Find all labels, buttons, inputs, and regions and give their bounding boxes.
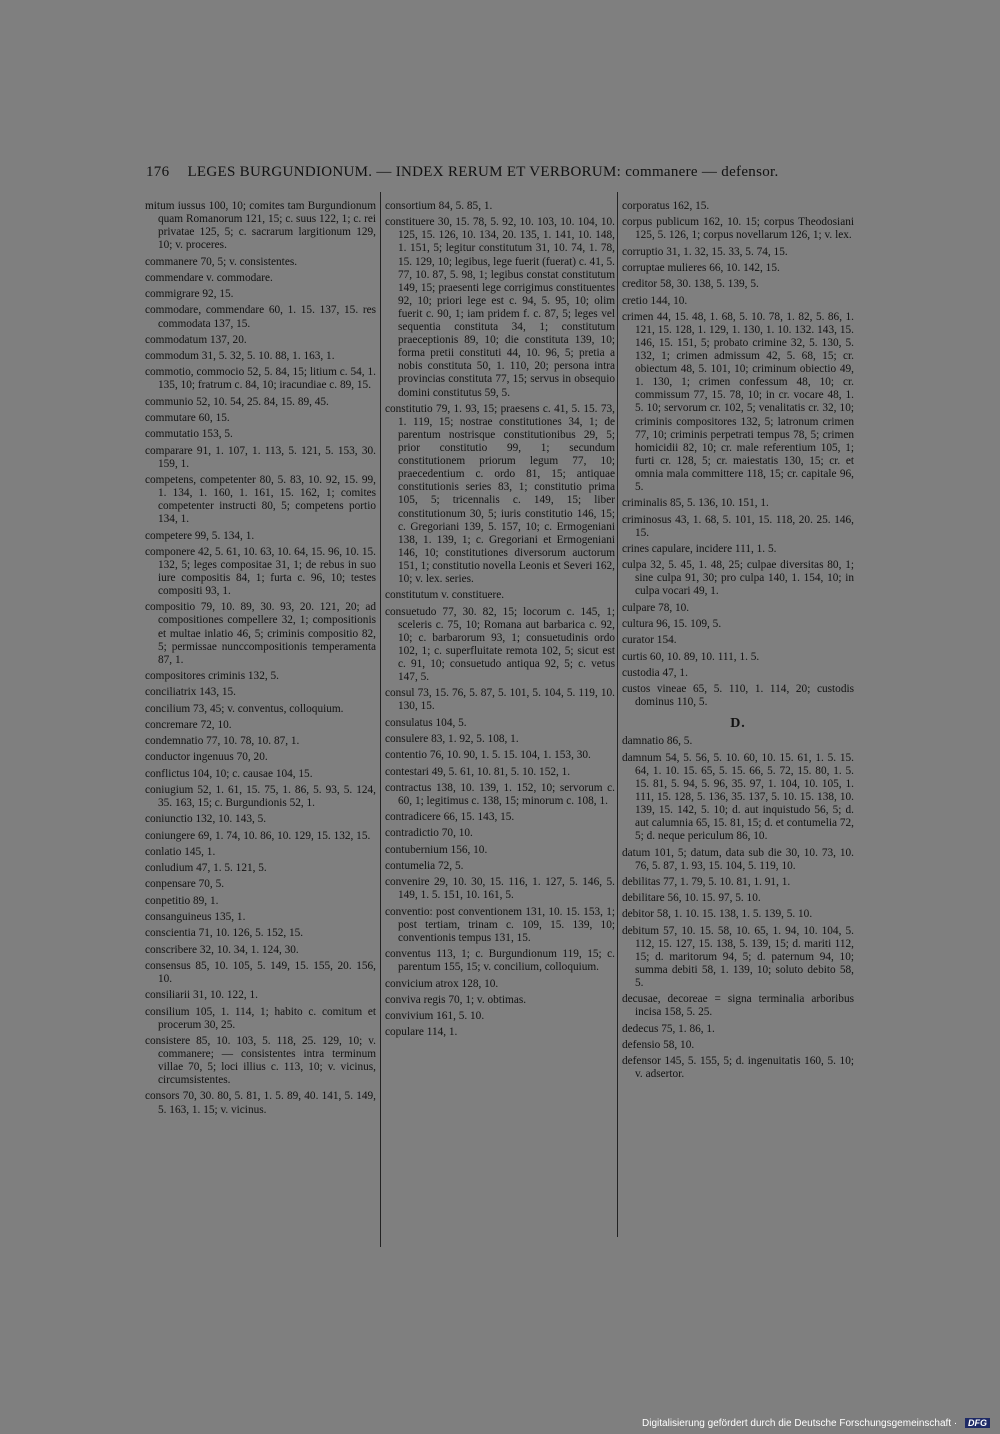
index-entry: conventio: post conventionem 131, 10. 15. 153, 1; post tertiam, trinam c. 109, 15. 139, 10; conventionis tempus 131, 15. [385, 905, 615, 944]
index-entry: contractus 138, 10. 139, 1. 152, 10; servorum c. 60, 1; legitimus c. 138, 15; minorum c. 108, 1. [385, 781, 615, 807]
index-entry: coniunctio 132, 10. 143, 5. [145, 813, 267, 826]
index-entry: decusae, decoreae = signa terminalia arboribus incisa 158, 5. 25. [622, 993, 854, 1019]
index-entry: convicium atrox 128, 10. [385, 977, 499, 990]
index-entry: debilitare 56, 10. 15. 97, 5. 10. [622, 892, 761, 905]
index-entry: culpa 32, 5. 45, 1. 48, 25; culpae diversitas 80, 1; sine culpa 91, 30; pro culpa 140, 1. 154, 10; in culpa vocari 49, 1. [622, 559, 854, 598]
index-entry: crines capulare, incidere 111, 1. 5. [622, 542, 777, 555]
index-entry: dedecus 75, 1. 86, 1. [622, 1022, 715, 1035]
index-entry: culpare 78, 10. [622, 601, 690, 614]
index-entry: commotio, commocio 52, 5. 84, 15; litium c. 54, 1. 135, 10; fratrum c. 84, 10; iracundiae c. 89, 15. [145, 366, 376, 392]
index-entry: commutatio 153, 5. [145, 428, 233, 441]
index-entry: convenire 29, 10. 30, 15. 116, 1. 127, 5. 146, 5. 149, 1. 5. 151, 10. 161, 5. [385, 876, 615, 902]
index-entry: crimen 44, 15. 48, 1. 68, 5. 10. 78, 1. 82, 5. 86, 1. 121, 15. 128, 1. 129, 1. 130, 1. 10. 132. 143, 15. 146, 15. 151, 5; probato crimine 32, 5. 130, 5. 132, 1; crimen admissum 42, 5. 68, 15; cr. obiectum 48, 5. 101, 10; criminum obiectio 49, 1. 130, 1; crimen confessum 48, 10; cr. commissum 77, 15. 78, 10; in cr. vocare 48, 1. 5. 10; servorum cr. 102, 5; venalitatis cr. 32, 10; criminis compositores 132, 5; latronum crimen 77, 10; criminis perpetrati tempus 78, 5; crimen homicidii 82, 10; cr. male referentium 105, 1; furti cr. 128, 5; cr. maiestatis 130, 15; cr. et omnia mala committere 118, 15; cr. capitale 96, 5. [622, 310, 854, 493]
running-range: commanere — defensor. [625, 164, 779, 180]
index-entry: cretio 144, 10. [622, 294, 688, 307]
index-entry: comparare 91, 1. 107, 1. 113, 5. 121, 5. 153, 30. 159, 1. [145, 444, 376, 470]
index-entry: conpetitio 89, 1. [145, 894, 219, 907]
index-column-3 [622, 200, 854, 1085]
index-column-1 [145, 200, 376, 1120]
index-entry: competens, competenter 80, 5. 83, 10. 92, 15. 99, 1. 134, 1. 160, 1. 161, 15. 162, 1; comites competenter instructi 80, 5; competens portio 134, 1. [145, 473, 376, 526]
index-entry: consul 73, 15. 76, 5. 87, 5. 101, 5. 104, 5. 119, 10. 130, 15. [385, 687, 615, 713]
index-entry: copulare 114, 1. [385, 1026, 458, 1039]
index-entry: commendare v. commodare. [145, 271, 273, 284]
index-entry: compositores criminis 132, 5. [145, 670, 279, 682]
footer-text: Digitalisierung gefördert durch die Deutsche Forschungsgemeinschaft · [642, 1418, 958, 1429]
index-entry: consilium 105, 1. 114, 1; habito c. comitum et procerum 30, 25. [145, 1005, 376, 1031]
index-entry: communio 52, 10. 54, 25. 84, 15. 89, 45. [145, 395, 329, 408]
index-entry: consensus 85, 10. 105, 5. 149, 15. 155, 20. 156, 10. [145, 959, 376, 985]
index-entry: consors 70, 30. 80, 5. 81, 1. 5. 89, 40. 141, 5. 149, 5. 163, 1. 15; v. vicinus. [145, 1090, 376, 1116]
index-entry: criminalis 85, 5. 136, 10. 151, 1. [622, 497, 769, 510]
index-entry: cultura 96, 15. 109, 5. [622, 617, 722, 630]
index-entry: commodare, commendare 60, 1. 15. 137, 15. res commodata 137, 15. [145, 304, 376, 330]
index-entry: commanere 70, 5; v. consistentes. [145, 255, 298, 268]
dfg-logo: DFG [965, 1418, 990, 1428]
index-entry: criminosus 43, 1. 68, 5. 101, 15. 118, 20. 25. 146, 15. [622, 513, 854, 539]
index-entry: convivium 161, 5. 10. [385, 1010, 485, 1023]
index-entry: commutare 60, 15. [145, 412, 230, 424]
index-entry: curator 154. [622, 634, 677, 647]
index-entry: creditor 58, 30. 138, 5. 139, 5. [622, 278, 759, 291]
index-entry: consistere 85, 10. 103, 5. 118, 25. 129, 10; v. commanere; — consistentes intra terminum villae 70, 5; loci illius c. 113, 10; v. vicinus, circumsistentes. [145, 1034, 376, 1087]
index-entry: componere 42, 5. 61, 10. 63, 10. 64, 15. 96, 10. 15. 132, 5; leges compositae 31, 1; de rebus in suo iure compositis 84, 1; furta c. 96, 10; testes compositi 93, 1. [145, 545, 376, 598]
index-entry: conciliatrix 143, 15. [145, 686, 236, 699]
index-entry: corruptio 31, 1. 32, 15. 33, 5. 74, 15. [622, 245, 788, 258]
index-entry: contestari 49, 5. 61, 10. 81, 5. 10. 152, 1. [385, 765, 571, 778]
index-entry: corporatus 162, 15. [622, 200, 710, 212]
index-entry: conscientia 71, 10. 126, 5. 152, 15. [145, 927, 304, 940]
index-entry: conductor ingenuus 70, 20. [145, 751, 268, 764]
index-entry: consiliarii 31, 10. 122, 1. [145, 989, 258, 1002]
section-letter: D. [730, 716, 746, 732]
index-entry: conpensare 70, 5. [145, 878, 225, 891]
column-rule-left [380, 192, 381, 1247]
index-entry: conventus 113, 1; c. Burgundionum 119, 15; c. parentum 155, 15; v. concilium, colloquium. [385, 948, 615, 974]
index-entry: corpus publicum 162, 10. 15; corpus Theodosiani 125, 5. 126, 1; corpus novellarum 126, 1; v. lex. [622, 216, 854, 242]
index-entry: coniungere 69, 1. 74, 10. 86, 10. 129, 15. 132, 15. [145, 829, 371, 842]
index-entry: consortium 84, 5. 85, 1. [385, 200, 493, 212]
index-entry: constitutum v. constituere. [385, 589, 505, 602]
index-entry: consulatus 104, 5. [385, 716, 467, 729]
index-entry: defensor 145, 5. 155, 5; d. ingenuitatis 160, 5. 10; v. adsertor. [622, 1055, 854, 1081]
index-entry: constitutio 79, 1. 93, 15; praesens c. 41, 5. 15. 73, 1. 119, 15; nostrae constitutiones 34, 1; de parentum nostrisque constitutionibus 29, 5; prior constitutio 99, 1; secundum constitutionem priorum legum 77, 10; praecedentium c. ordo 81, 15; antiquae constitutionis series 83, 1; constitutio prima 105, 5; tricennalis c. 149, 15; liber constitutionum 30, 5; iuris constitutio 146, 15; c. Gregoriani 139, 5. 157, 10; c. Ermogeniani 138, 1. 139, 1; c. Gregoriani et Ermogeniani 146, 10; constitutiones diversorum auctorum 151, 1; constitutio novella Leonis et Severi 162, 10; v. lex. series. [385, 402, 615, 585]
index-entry: contradicere 66, 15. 143, 15. [385, 811, 515, 824]
index-entry: corruptae mulieres 66, 10. 142, 15. [622, 261, 780, 274]
index-entry: conflictus 104, 10; c. causae 104, 15. [145, 767, 313, 780]
index-entry: custos vineae 65, 5. 110, 1. 114, 20; custodis dominus 110, 5. [622, 683, 854, 709]
index-entry: curtis 60, 10. 89, 10. 111, 1. 5. [622, 650, 760, 663]
index-column-2 [385, 200, 615, 1043]
index-entry: contubernium 156, 10. [385, 843, 488, 856]
index-entry: contradictio 70, 10. [385, 827, 473, 840]
index-entry: conscribere 32, 10. 34, 1. 124, 30. [145, 943, 299, 956]
footer-credit [642, 1418, 990, 1429]
index-entry: consulere 83, 1. 92, 5. 108, 1. [385, 732, 519, 745]
index-entry: compositio 79, 10. 89, 30. 93, 20. 121, 20; ad compositiones compellere 32, 1; compositionis et multae inlatio 46, 5; criminis compositio 82, 5; permissae nunccompositionis temperamenta 87, 1. [145, 601, 376, 666]
index-entry: conviva regis 70, 1; v. obtimas. [385, 993, 527, 1006]
index-entry: consuetudo 77, 30. 82, 15; locorum c. 145, 1; sceleris c. 75, 10; Romana aut barbarica c. 92, 10; c. barbarorum 93, 1; consuetudinis ordo 102, 1; c. superfluitate remota 102, 5; sicut est c. 91, 10; consuetudo antiqua 92, 5; c. vetus 147, 5. [385, 605, 615, 684]
index-entry: debitor 58, 1. 10. 15. 138, 1. 5. 139, 5. 10. [622, 908, 813, 921]
index-entry: custodia 47, 1. [622, 666, 688, 679]
index-entry: datum 101, 5; datum, data sub die 30, 10. 73, 10. 76, 5. 87, 1. 93, 15. 104, 5. 119, 10. [622, 846, 854, 872]
index-entry: contumelia 72, 5. [385, 860, 464, 873]
index-entry: consanguineus 135, 1. [145, 911, 246, 924]
index-entry: conludium 47, 1. 5. 121, 5. [145, 862, 267, 875]
index-entry: concilium 73, 45; v. conventus, colloquium. [145, 702, 344, 715]
index-entry: damnum 54, 5. 56, 5. 10. 60, 10. 15. 61, 1. 5. 15. 64, 1. 10. 15. 65, 5. 15. 66, 5. 72, 15. 80, 1. 5. 15. 81, 5. 94, 5. 96, 35. 97, 1. 104, 10. 105, 1. 111, 15. 128, 5. 136, 35. 137, 5. 10. 15. 138, 10. 139, 15. 142, 5. 10; d. aut inquistudo 56, 5; d. aut calumnia 65, 15. 81, 15; d. et contumelia 72, 5; d. neque periculum 86, 10. [622, 751, 854, 843]
index-entry: defensio 58, 10. [622, 1039, 695, 1052]
page-number: 176 [146, 164, 170, 180]
page-header [146, 164, 796, 181]
index-entry: condemnatio 77, 10. 78, 10. 87, 1. [145, 735, 300, 748]
index-entry: commodum 31, 5. 32, 5. 10. 88, 1. 163, 1. [145, 350, 335, 363]
index-entry: debitum 57, 10. 15. 58, 10. 65, 1. 94, 10. 104, 5. 112, 15. 127, 15. 138, 5. 139, 15; d. mariti 112, 15; d. maritorum 94, 5; d. paternum 94, 10; summa debiti 58, 1. 139, 10; soluto debito 58, 5. [622, 924, 854, 990]
index-entry: concremare 72, 10. [145, 718, 232, 731]
index-entry: coniugium 52, 1. 61, 15. 75, 1. 86, 5. 93, 5. 124, 35. 163, 15; c. Burgundionis 52, 1. [145, 783, 376, 810]
index-entry: commigrare 92, 15. [145, 288, 234, 301]
index-entry: damnatio 86, 5. [622, 735, 693, 748]
index-entry: debilitas 77, 1. 79, 5. 10. 81, 1. 91, 1. [622, 875, 791, 888]
running-title: LEGES BURGUNDIONUM. — INDEX RERUM ET VERBORUM: [187, 164, 622, 180]
index-entry: contentio 76, 10. 90, 1. 5. 15. 104, 1. 153, 30. [385, 749, 591, 762]
index-entry: conlatio 145, 1. [145, 845, 216, 858]
index-entry: commodatum 137, 20. [145, 333, 247, 346]
index-entry: mitum iussus 100, 10; comites tam Burgundionum quam Romanorum 121, 15; c. suus 122, 1; c. rei privatae 125, 5; c. sacrarum largitionum 129, 10; v. proceres. [145, 200, 376, 252]
column-rule-right [617, 192, 618, 1237]
index-entry: constituere 30, 15. 78, 5. 92, 10. 103, 10. 104, 10. 125, 15. 126, 10. 134, 20. 135, 1. 141, 10. 148, 1. 151, 5; legitur constitutum 31, 10. 74, 1. 78, 15. 129, 10; legibus, lege fuerit (fuerat) c. 41, 5. 77, 10. 87, 5. 98, 1; legibus constat constitutum 149, 15; praesenti lege corrigimus constituentes 92, 10; priori lege est c. 94, 5. 95, 10; olim fuerit c. 90, 1; iam pridem f. c. 87, 5; leges vel sequentia constituta 34, 1; constitutum praeceptionis 89, 10; die constituta 139, 10; forma pretii constituti 44, 10. 96, 5; pretia a nobis constituta 50, 1. 110, 20; persona intra provincias constituta 77, 15; servus in obsequio domini constitutus 59, 5. [385, 216, 615, 399]
index-entry: competere 99, 5. 134, 1. [145, 529, 255, 542]
